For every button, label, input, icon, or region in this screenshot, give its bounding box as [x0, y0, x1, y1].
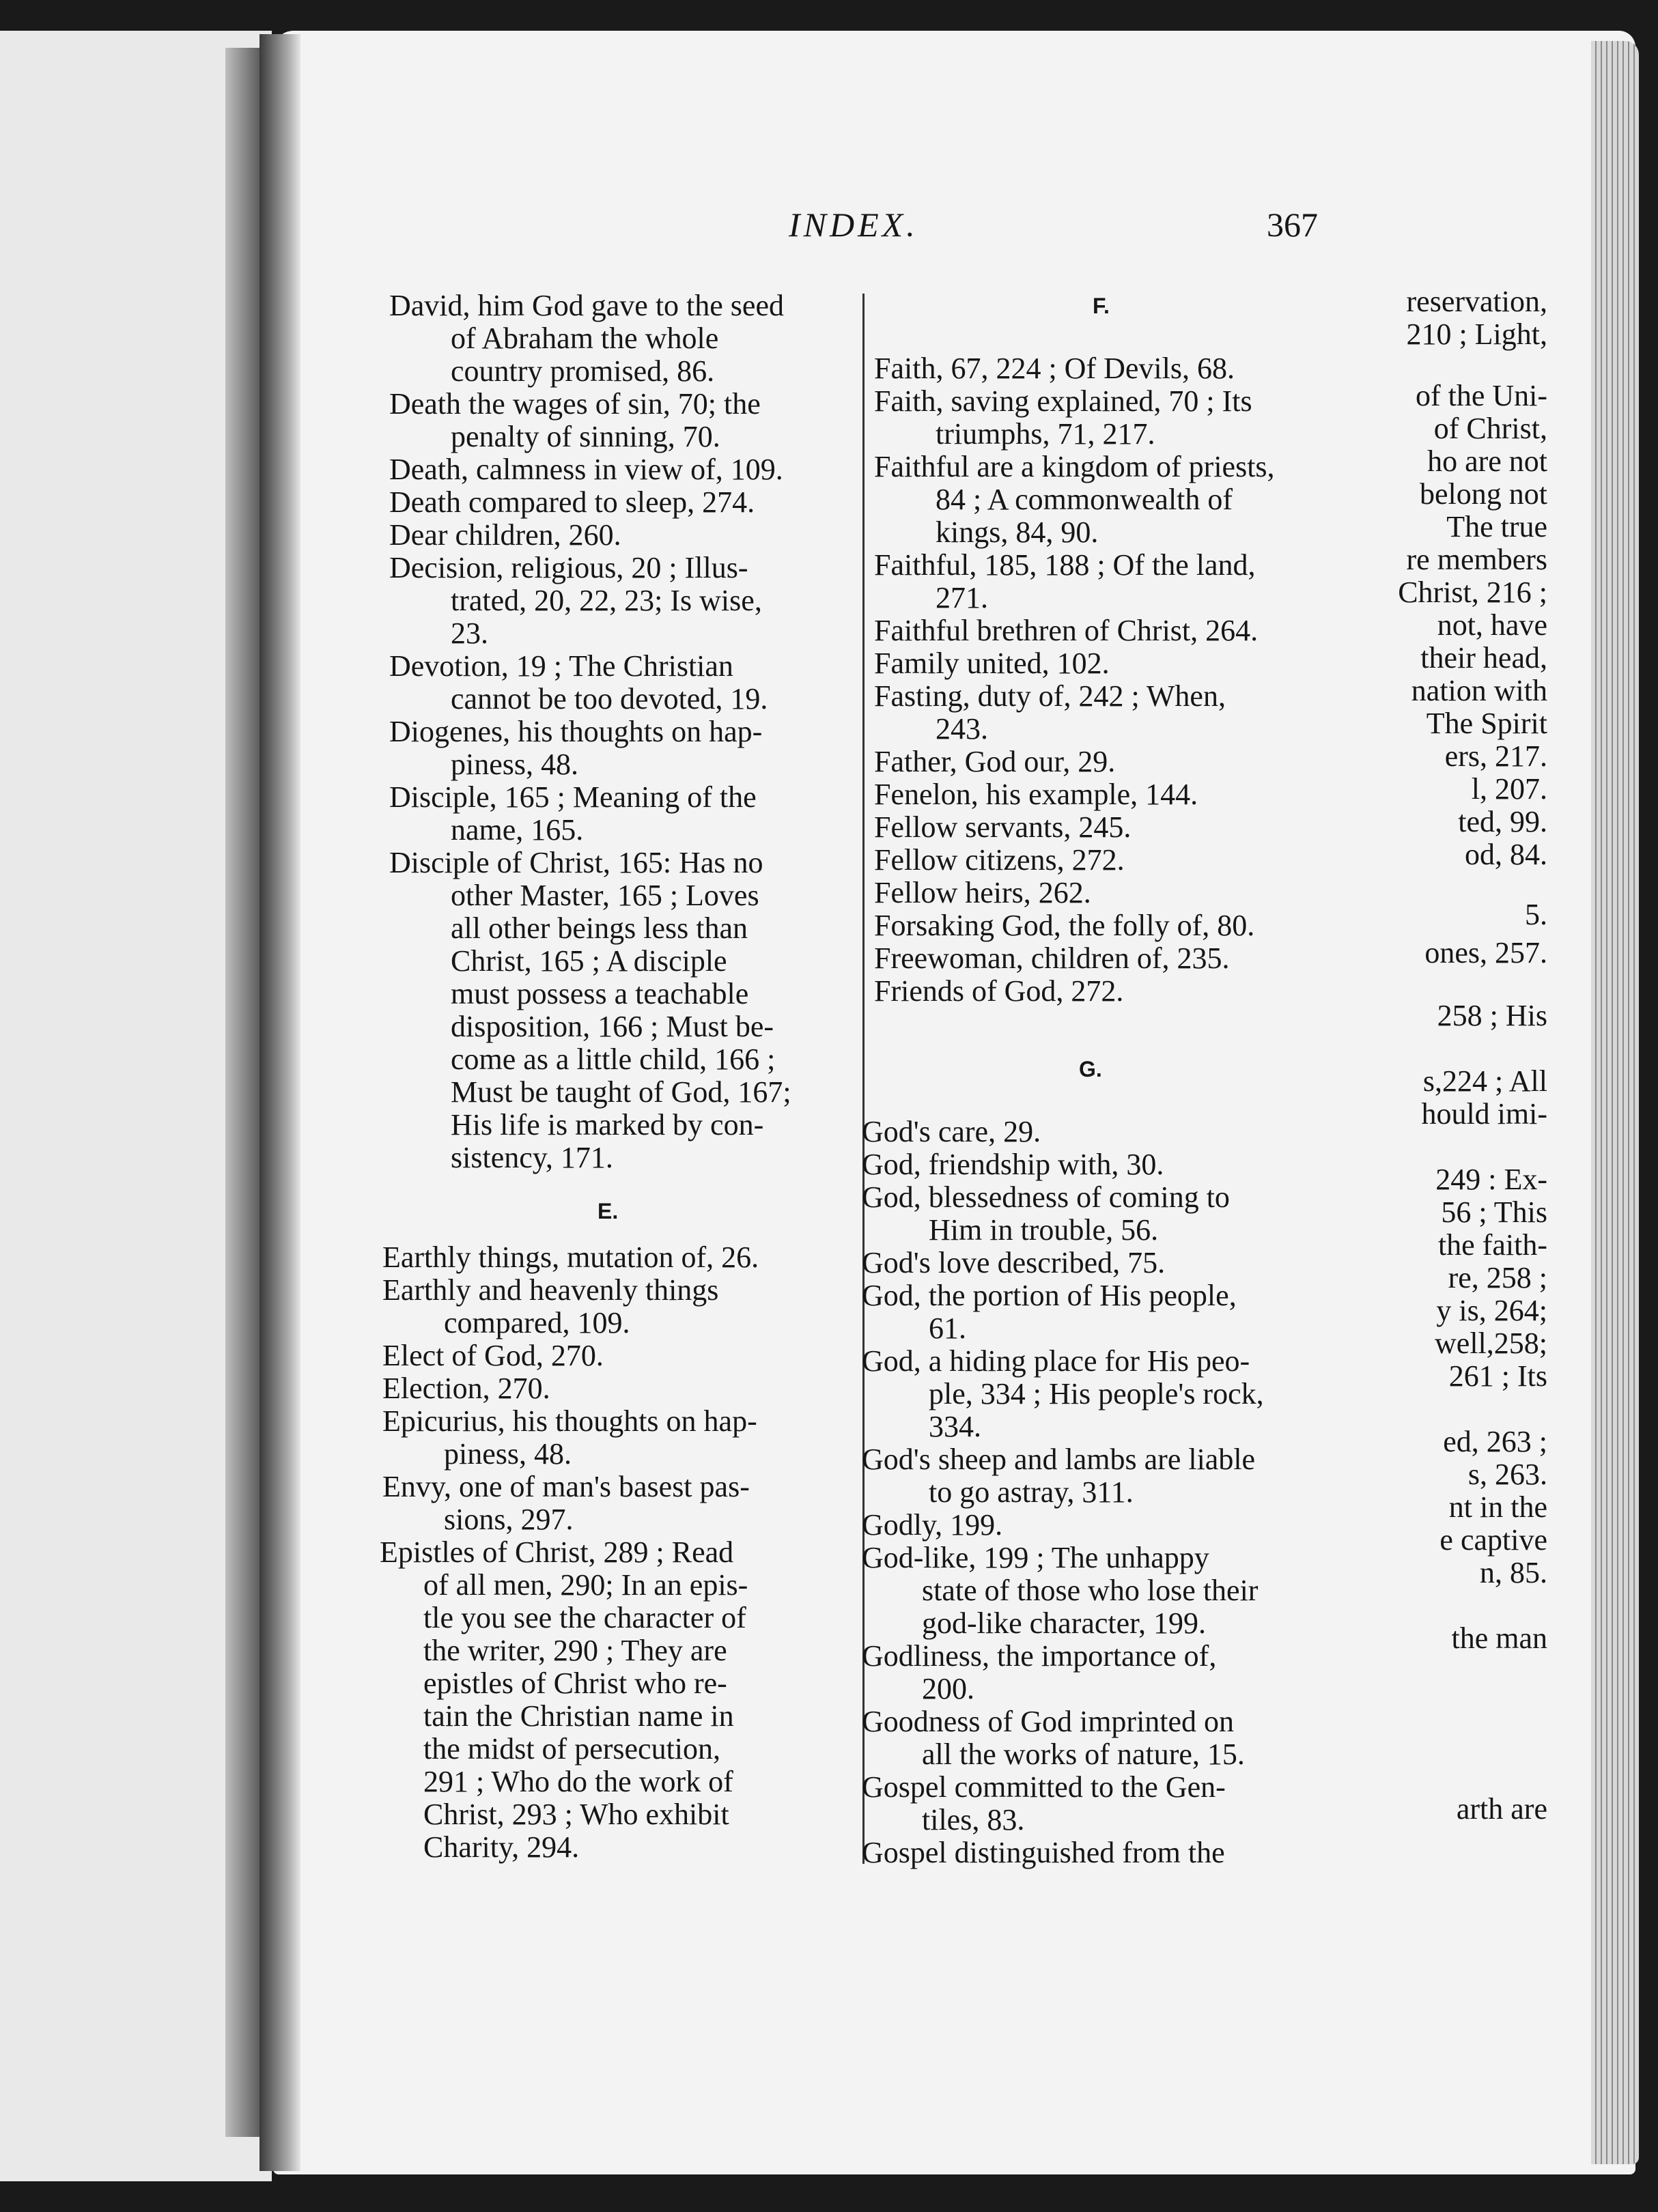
index-entry: of Abraham the whole: [451, 322, 719, 355]
index-entry: come as a little child, 166 ;: [451, 1043, 776, 1076]
index-entry: all other beings less than: [451, 911, 748, 945]
index-entry: Faith, saving explained, 70 ; Its: [874, 384, 1252, 418]
section-letter-f: F.: [1093, 294, 1110, 318]
index-entry: cannot be too devoted, 19.: [451, 682, 768, 715]
column-divider: [862, 294, 865, 1864]
left-fragment: 258 ; His: [1437, 999, 1547, 1032]
index-entry: disposition, 166 ; Must be-: [451, 1010, 774, 1043]
left-fragment: belong not: [1420, 477, 1547, 511]
index-entry: Election, 270.: [382, 1372, 550, 1405]
index-entry: Death, calmness in view of, 109.: [389, 453, 783, 486]
index-entry: Disciple, 165 ; Meaning of the: [389, 780, 757, 814]
index-entry: Envy, one of man's basest pas-: [382, 1470, 750, 1503]
index-entry: tiles, 83.: [922, 1803, 1025, 1837]
index-entry: Friends of God, 272.: [874, 974, 1124, 1008]
index-entry: 271.: [936, 581, 988, 614]
index-entry: sistency, 171.: [451, 1141, 613, 1174]
left-fragment: e captive: [1439, 1523, 1547, 1557]
left-fragment: Christ, 216 ;: [1398, 576, 1547, 609]
index-entry: Must be taught of God, 167;: [451, 1075, 791, 1109]
left-fragment: The true: [1446, 510, 1547, 543]
index-entry: Fenelon, his example, 144.: [874, 778, 1198, 811]
index-entry: tain the Christian name in: [423, 1699, 734, 1733]
left-fragment: n, 85.: [1480, 1556, 1547, 1589]
index-entry: 334.: [929, 1410, 981, 1443]
left-fragment: their head,: [1420, 641, 1547, 675]
index-entry: Family united, 102.: [874, 647, 1110, 680]
index-entry: 243.: [936, 712, 988, 746]
index-entry: David, him God gave to the seed: [389, 289, 784, 322]
left-fragment: re members: [1406, 543, 1547, 576]
left-fragment: ones, 257.: [1424, 936, 1547, 969]
left-fragment: nt in the: [1448, 1490, 1547, 1524]
index-entry: sions, 297.: [444, 1503, 574, 1536]
left-fragment: s, 263.: [1467, 1458, 1547, 1491]
index-entry: Forsaking God, the folly of, 80.: [874, 909, 1255, 942]
left-fragment: 249 : Ex-: [1435, 1163, 1547, 1196]
index-entry: 84 ; A commonwealth of: [936, 483, 1233, 516]
index-entry: 200.: [922, 1672, 974, 1705]
index-entry: Epicurius, his thoughts on hap-: [382, 1404, 757, 1438]
index-entry: God, a hiding place for His peo-: [862, 1344, 1250, 1378]
left-fragment: ted, 99.: [1458, 805, 1547, 838]
index-entry: ple, 334 ; His people's rock,: [929, 1377, 1264, 1410]
index-entry: God, blessedness of coming to: [862, 1180, 1230, 1214]
index-entry: Epistles of Christ, 289 ; Read: [380, 1535, 734, 1569]
index-entry: Elect of God, 270.: [382, 1339, 604, 1372]
running-title: INDEX.: [789, 205, 918, 244]
left-fragment: The Spirit: [1426, 707, 1547, 740]
left-fragment: ed, 263 ;: [1443, 1425, 1547, 1458]
section-letter-g: G.: [1079, 1057, 1102, 1081]
left-fragment: ers, 217.: [1444, 739, 1547, 773]
index-entry: Christ, 165 ; A disciple: [451, 944, 727, 978]
left-fragment: of the Uni-: [1415, 379, 1547, 412]
left-fragment: 5.: [1525, 898, 1547, 931]
index-entry: other Master, 165 ; Loves: [451, 879, 759, 912]
section-letter-e: E.: [598, 1199, 619, 1223]
index-entry: piness, 48.: [451, 748, 578, 781]
index-entry: must possess a teachable: [451, 977, 749, 1010]
index-entry: 61.: [929, 1311, 966, 1345]
index-entry: Father, God our, 29.: [874, 745, 1116, 778]
index-entry: triumphs, 71, 217.: [936, 417, 1155, 451]
index-entry: name, 165.: [451, 813, 584, 847]
index-entry: god-like character, 199.: [922, 1606, 1207, 1640]
index-entry: compared, 109.: [444, 1306, 630, 1339]
left-fragment: ho are not: [1427, 444, 1547, 478]
index-entry: epistles of Christ who re-: [423, 1667, 727, 1700]
index-entry: His life is marked by con-: [451, 1108, 764, 1142]
left-fragment: hould imi-: [1421, 1097, 1547, 1131]
left-fragment: arth are: [1456, 1792, 1547, 1826]
left-fragment: 261 ; Its: [1448, 1359, 1547, 1393]
index-entry: Godliness, the importance of,: [862, 1639, 1217, 1673]
index-entry: 291 ; Who do the work of: [423, 1765, 733, 1798]
left-fragment: not, have: [1437, 608, 1547, 642]
index-entry: all the works of nature, 15.: [922, 1738, 1245, 1771]
page-number: 367: [1267, 205, 1318, 244]
index-entry: Earthly things, mutation of, 26.: [382, 1240, 759, 1274]
left-fragment: od, 84.: [1465, 838, 1547, 871]
index-entry: Godly, 199.: [862, 1508, 1003, 1542]
index-entry: Earthly and heavenly things: [382, 1273, 719, 1307]
index-entry: Gospel committed to the Gen-: [862, 1770, 1226, 1804]
index-entry: kings, 84, 90.: [936, 515, 1099, 549]
left-fragment: 210 ; Light,: [1406, 317, 1547, 351]
index-entry: God, the portion of His people,: [862, 1279, 1237, 1312]
left-fragment: 56 ; This: [1441, 1195, 1547, 1229]
left-fragment: y is, 264;: [1436, 1294, 1547, 1327]
index-entry: the writer, 290 ; They are: [423, 1634, 727, 1667]
left-fragment: reservation,: [1406, 285, 1547, 318]
left-fragment: the man: [1451, 1621, 1547, 1655]
left-fragment: s,224 ; All: [1422, 1064, 1547, 1098]
index-entry: the midst of persecution,: [423, 1732, 721, 1766]
index-entry: Gospel distinguished from the: [862, 1836, 1225, 1869]
index-entry: tle you see the character of: [423, 1601, 746, 1634]
index-entry: state of those who lose their: [922, 1574, 1259, 1607]
index-entry: God, friendship with, 30.: [862, 1148, 1164, 1181]
index-entry: penalty of sinning, 70.: [451, 420, 720, 453]
index-entry: Death compared to sleep, 274.: [389, 485, 755, 519]
index-entry: 23.: [451, 616, 488, 650]
index-entry: of all men, 290; In an epis-: [423, 1568, 748, 1602]
index-entry: country promised, 86.: [451, 354, 715, 388]
index-entry: Faithful brethren of Christ, 264.: [874, 614, 1259, 647]
index-entry: Him in trouble, 56.: [929, 1213, 1159, 1247]
index-entry: God's love described, 75.: [862, 1246, 1166, 1279]
index-entry: Christ, 293 ; Who exhibit: [423, 1798, 729, 1831]
index-entry: to go astray, 311.: [929, 1475, 1134, 1509]
index-entry: Fellow servants, 245.: [874, 810, 1132, 844]
index-entry: Fellow citizens, 272.: [874, 843, 1125, 877]
index-entry: God's care, 29.: [862, 1115, 1041, 1148]
index-entry: Faithful are a kingdom of priests,: [874, 450, 1275, 483]
index-entry: Devotion, 19 ; The Christian: [389, 649, 733, 683]
left-fragment: re, 258 ;: [1448, 1261, 1547, 1294]
index-entry: trated, 20, 22, 23; Is wise,: [451, 584, 762, 617]
index-entry: Freewoman, children of, 235.: [874, 941, 1230, 975]
index-entry: Dear children, 260.: [389, 518, 621, 552]
page-edges: [1591, 41, 1639, 2164]
index-entry: Death the wages of sin, 70; the: [389, 387, 761, 421]
index-entry: Faith, 67, 224 ; Of Devils, 68.: [874, 352, 1235, 385]
index-entry: Decision, religious, 20 ; Illus-: [389, 551, 748, 584]
index-entry: Fellow heirs, 262.: [874, 876, 1091, 909]
left-fragment: l, 207.: [1471, 772, 1547, 806]
index-entry: Goodness of God imprinted on: [862, 1705, 1235, 1738]
index-entry: Faithful, 185, 188 ; Of the land,: [874, 548, 1256, 582]
index-entry: Fasting, duty of, 242 ; When,: [874, 679, 1226, 713]
left-fragment: well,258;: [1435, 1327, 1547, 1360]
left-fragment: nation with: [1411, 674, 1547, 707]
index-entry: piness, 48.: [444, 1437, 572, 1471]
book-gutter: [259, 34, 300, 2171]
left-fragment: the faith-: [1437, 1228, 1547, 1262]
left-fragment: of Christ,: [1433, 412, 1547, 445]
index-entry: Disciple of Christ, 165: Has no: [389, 846, 763, 879]
index-entry: Charity, 294.: [423, 1830, 580, 1864]
index-entry: God-like, 199 ; The unhappy: [862, 1541, 1209, 1574]
index-entry: Diogenes, his thoughts on hap-: [389, 715, 763, 748]
index-entry: God's sheep and lambs are liable: [862, 1443, 1256, 1476]
